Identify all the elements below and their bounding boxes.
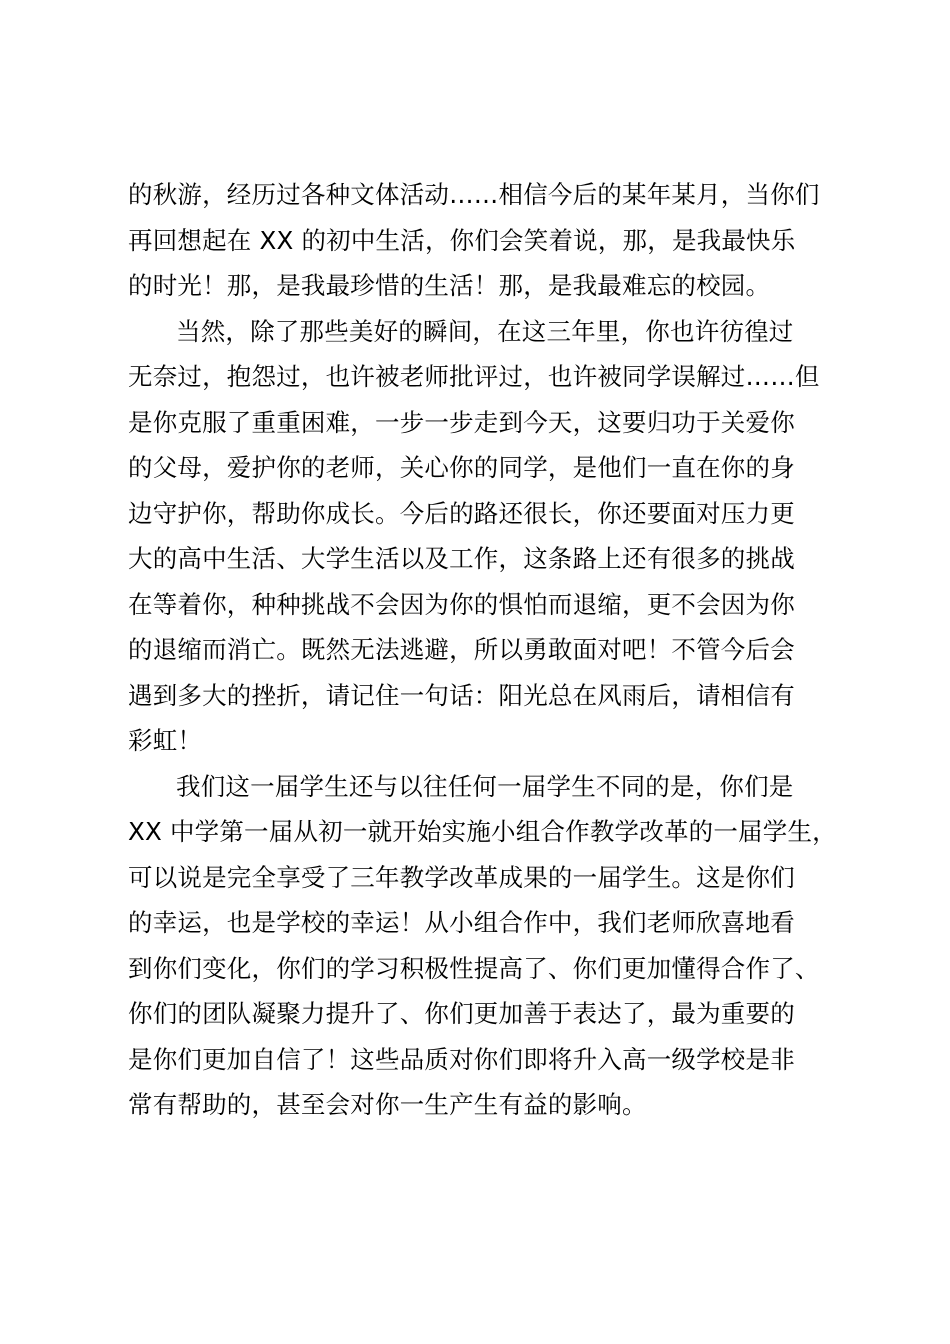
paragraph-2-line-3: 是你克服了重重困难，一步一步走到今天，这要归功于关爱你	[128, 407, 795, 437]
paragraph-2-line-7: 在等着你，种种挑战不会因为你的惧怕而退缩，更不会因为你	[128, 589, 795, 619]
paragraph-3-line-8: 常有帮助的，甚至会对你一生产生有益的影响。	[128, 1090, 647, 1119]
paragraph-3-line-1: 我们这一届学生还与以往任何一届学生不同的是，你们是	[176, 771, 794, 801]
paragraph-2-line-2: 无奈过，抱怨过，也许被老师批评过，也许被同学误解过……但	[128, 362, 820, 391]
paragraph-3-line-2: XX 中学第一届从初一就开始实施小组合作教学改革的一届学生，	[128, 817, 837, 846]
paragraph-3-line-5: 到你们变化，你们的学习积极性提高了、你们更加懂得合作了、	[128, 953, 820, 983]
paragraph-3-line-6: 你们的团队凝聚力提升了、你们更加善于表达了，最为重要的	[128, 999, 795, 1028]
paragraph-1-line-2: 再回想起在 XX 的初中生活，你们会笑着说，那，是我最快乐	[128, 225, 796, 255]
paragraph-2-line-9: 遇到多大的挫折，请记住一句话：阳光总在风雨后，请相信有	[128, 680, 795, 710]
paragraph-2-line-6: 大的高中生活、大学生活以及工作，这条路上还有很多的挑战	[128, 544, 795, 573]
paragraph-2-line-8: 的退缩而消亡。既然无法逃避，所以勇敢面对吧！不管今后会	[128, 635, 795, 664]
paragraph-2-line-5: 边守护你，帮助你成长。今后的路还很长，你还要面对压力更	[128, 498, 795, 528]
paragraph-2-line-1: 当然，除了那些美好的瞬间，在这三年里，你也许彷徨过	[176, 316, 794, 346]
paragraph-3-line-3: 可以说是完全享受了三年教学改革成果的一届学生。这是你们	[128, 862, 795, 892]
paragraph-1-line-1: 的秋游，经历过各种文体活动……相信今后的某年某月，当你们	[128, 180, 820, 209]
paragraph-1-line-3: 的时光！那，是我最珍惜的生活！那，是我最难忘的校园。	[128, 271, 771, 300]
document-body	[128, 172, 848, 1128]
paragraph-3-line-4: 的幸运，也是学校的幸运！从小组合作中，我们老师欣喜地看	[128, 908, 795, 937]
paragraph-2-line-10: 彩虹！	[128, 726, 203, 755]
paragraph-3-line-7: 是你们更加自信了！这些品质对你们即将升入高一级学校是非	[128, 1044, 795, 1074]
paragraph-2-line-4: 的父母，爱护你的老师，关心你的同学，是他们一直在你的身	[128, 453, 795, 482]
